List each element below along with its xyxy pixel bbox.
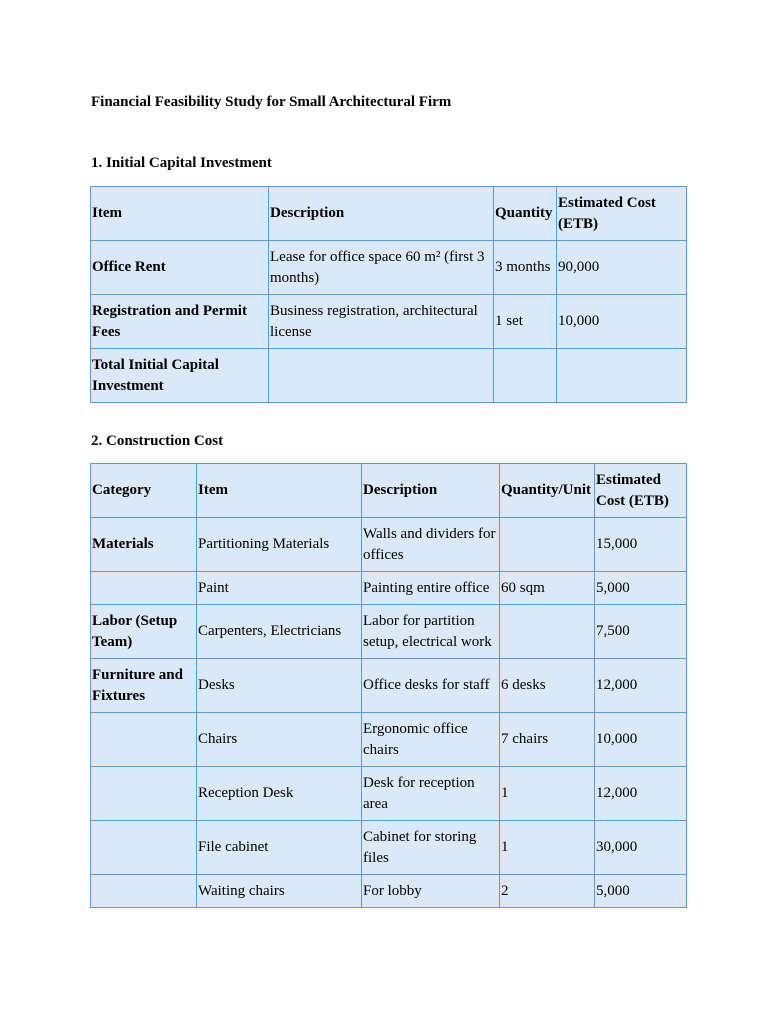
header-cell: Item [91, 187, 269, 241]
item-cell: File cabinet [197, 821, 362, 875]
document-title: Financial Feasibility Study for Small Architectural Firm [91, 94, 452, 110]
cost-cell: 12,000 [595, 659, 687, 713]
table-row [91, 518, 687, 572]
description-cell: Ergonomic office chairs [362, 713, 500, 767]
cost-cell: 30,000 [595, 821, 687, 875]
quantity-cell: 1 [500, 821, 595, 875]
construction-cost-table [90, 463, 687, 908]
cost-cell: 12,000 [595, 767, 687, 821]
header-cell: Item [197, 464, 362, 518]
description-cell: Lease for office space 60 m² (first 3 months) [269, 241, 494, 295]
quantity-cell: 1 [500, 767, 595, 821]
header-cell: Quantity/Unit [500, 464, 595, 518]
cost-cell: 10,000 [557, 295, 687, 349]
category-cell: Furniture and Fixtures [91, 659, 197, 713]
quantity-cell [500, 605, 595, 659]
description-cell: For lobby [362, 875, 500, 908]
cost-cell: 15,000 [595, 518, 687, 572]
table-row [91, 875, 687, 908]
description-cell: Business registration, architectural license [269, 295, 494, 349]
table-total-row [91, 349, 687, 403]
description-cell: Walls and dividers for offices [362, 518, 500, 572]
cost-cell: 5,000 [595, 875, 687, 908]
header-cell: Description [362, 464, 500, 518]
header-cell: Estimated Cost (ETB) [557, 187, 687, 241]
category-cell [91, 875, 197, 908]
header-cell: Quantity [494, 187, 557, 241]
table-row [91, 821, 687, 875]
table-row [91, 659, 687, 713]
section-heading-construction-cost: 2. Construction Cost [91, 433, 224, 449]
category-cell [91, 572, 197, 605]
item-cell: Paint [197, 572, 362, 605]
category-cell [91, 767, 197, 821]
cost-cell: 5,000 [595, 572, 687, 605]
header-cell: Category [91, 464, 197, 518]
item-cell: Carpenters, Electricians [197, 605, 362, 659]
table-header-row [91, 464, 687, 518]
description-cell: Office desks for staff [362, 659, 500, 713]
cost-cell: 7,500 [595, 605, 687, 659]
section-heading-initial-capital: 1. Initial Capital Investment [91, 155, 272, 171]
item-cell: Desks [197, 659, 362, 713]
description-cell: Painting entire office [362, 572, 500, 605]
cost-cell: 90,000 [557, 241, 687, 295]
cost-cell: 10,000 [595, 713, 687, 767]
category-cell: Labor (Setup Team) [91, 605, 197, 659]
category-cell [91, 821, 197, 875]
quantity-cell: 2 [500, 875, 595, 908]
quantity-cell [500, 518, 595, 572]
item-cell: Reception Desk [197, 767, 362, 821]
initial-capital-table [90, 186, 687, 403]
table-row [91, 241, 687, 295]
header-cell: Description [269, 187, 494, 241]
quantity-cell [494, 349, 557, 403]
description-cell: Cabinet for storing files [362, 821, 500, 875]
quantity-cell: 60 sqm [500, 572, 595, 605]
table-row [91, 572, 687, 605]
item-cell: Total Initial Capital Investment [91, 349, 269, 403]
table-row [91, 605, 687, 659]
description-cell [269, 349, 494, 403]
description-cell: Labor for partition setup, electrical work [362, 605, 500, 659]
item-cell: Chairs [197, 713, 362, 767]
category-cell [91, 713, 197, 767]
quantity-cell: 1 set [494, 295, 557, 349]
table-row [91, 767, 687, 821]
header-cell: Estimated Cost (ETB) [595, 464, 687, 518]
table-header-row [91, 187, 687, 241]
description-cell: Desk for reception area [362, 767, 500, 821]
cost-cell [557, 349, 687, 403]
quantity-cell: 6 desks [500, 659, 595, 713]
item-cell: Partitioning Materials [197, 518, 362, 572]
quantity-cell: 3 months [494, 241, 557, 295]
item-cell: Registration and Permit Fees [91, 295, 269, 349]
table-row [91, 713, 687, 767]
item-cell: Office Rent [91, 241, 269, 295]
table-row [91, 295, 687, 349]
category-cell: Materials [91, 518, 197, 572]
item-cell: Waiting chairs [197, 875, 362, 908]
quantity-cell: 7 chairs [500, 713, 595, 767]
